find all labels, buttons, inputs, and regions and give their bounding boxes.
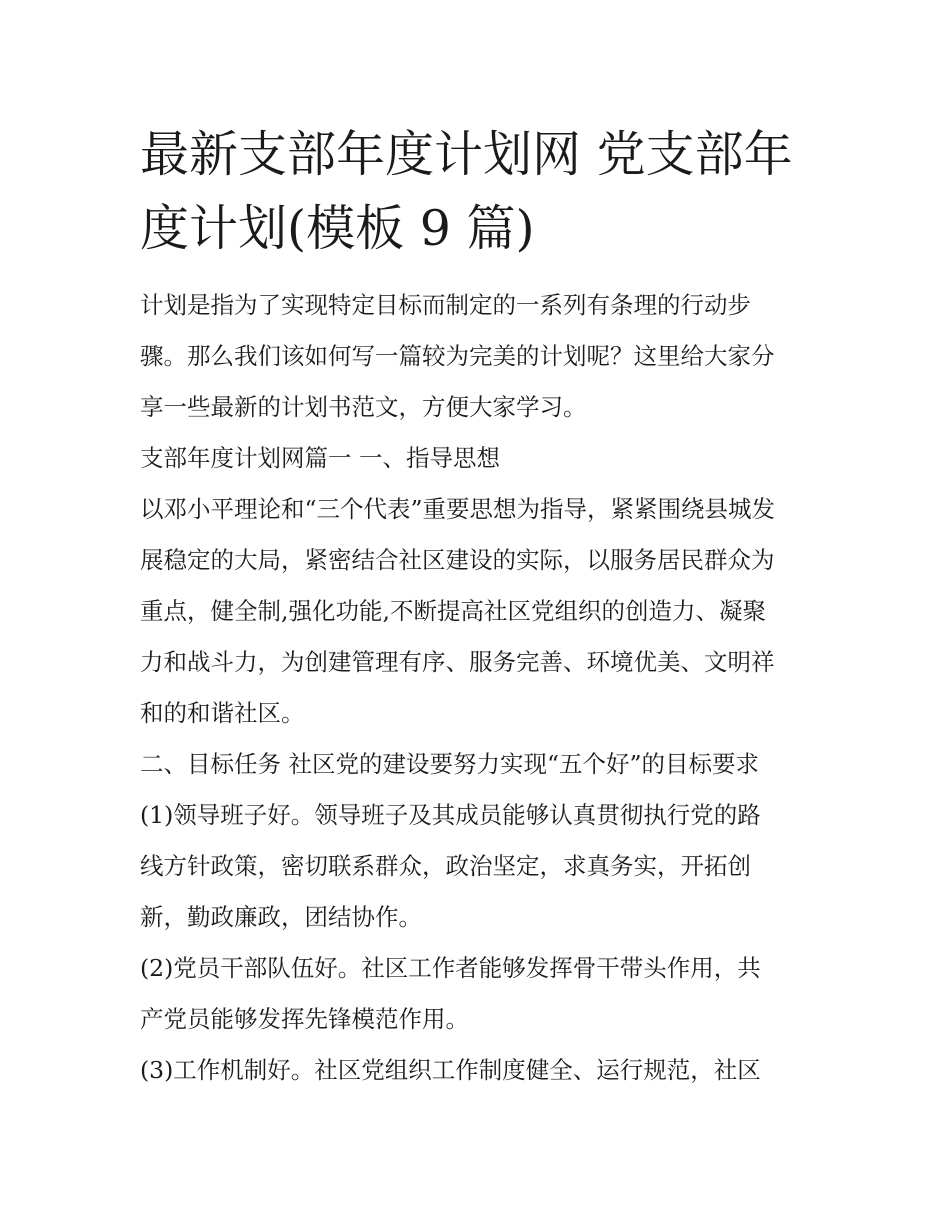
goal-item-1: (1)领导班子好。领导班子及其成员能够认真贯彻执行党的路 线方针政策，密切联系群众，政治坚定，求真务实，开拓创 新，勤政廉政，团结协作。 [140, 801, 761, 931]
section-heading-guiding-ideology: 支部年度计划网篇一 一、指导思想 [140, 444, 500, 472]
guiding-ideology-paragraph: 以邓小平理论和“三个代表”重要思想为指导，紧紧围绕县城发 展稳定的大局，紧密结合社区建设的实际，以服务居民群众为 重点，健全制,强化功能,不断提高社区党组织的创造力、凝聚 力和战斗力，为创建管理有序、服务完善、环境优美、文明祥 和的和谐社区。 [140, 495, 776, 727]
goal-item-3: (3)工作机制好。社区党组织工作制度健全、运行规范，社区 [140, 1056, 761, 1084]
goal-item-2: (2)党员干部队伍好。社区工作者能够发挥骨干带头作用，共 产党员能够发挥先锋模范作用。 [140, 954, 761, 1033]
document-title: 最新支部年度计划网 党支部年 度计划(模板 9 篇) [140, 126, 793, 257]
intro-paragraph: 计划是指为了实现特定目标而制定的一系列有条理的行动步 骤。那么我们该如何写一篇较为完美的计划呢？这里给大家分 享一些最新的计划书范文，方便大家学习。 [140, 291, 775, 421]
document-page [140, 118, 820, 1096]
section-heading-goals: 二、目标任务 社区党的建设要努力实现“五个好”的目标要求 [140, 750, 759, 778]
